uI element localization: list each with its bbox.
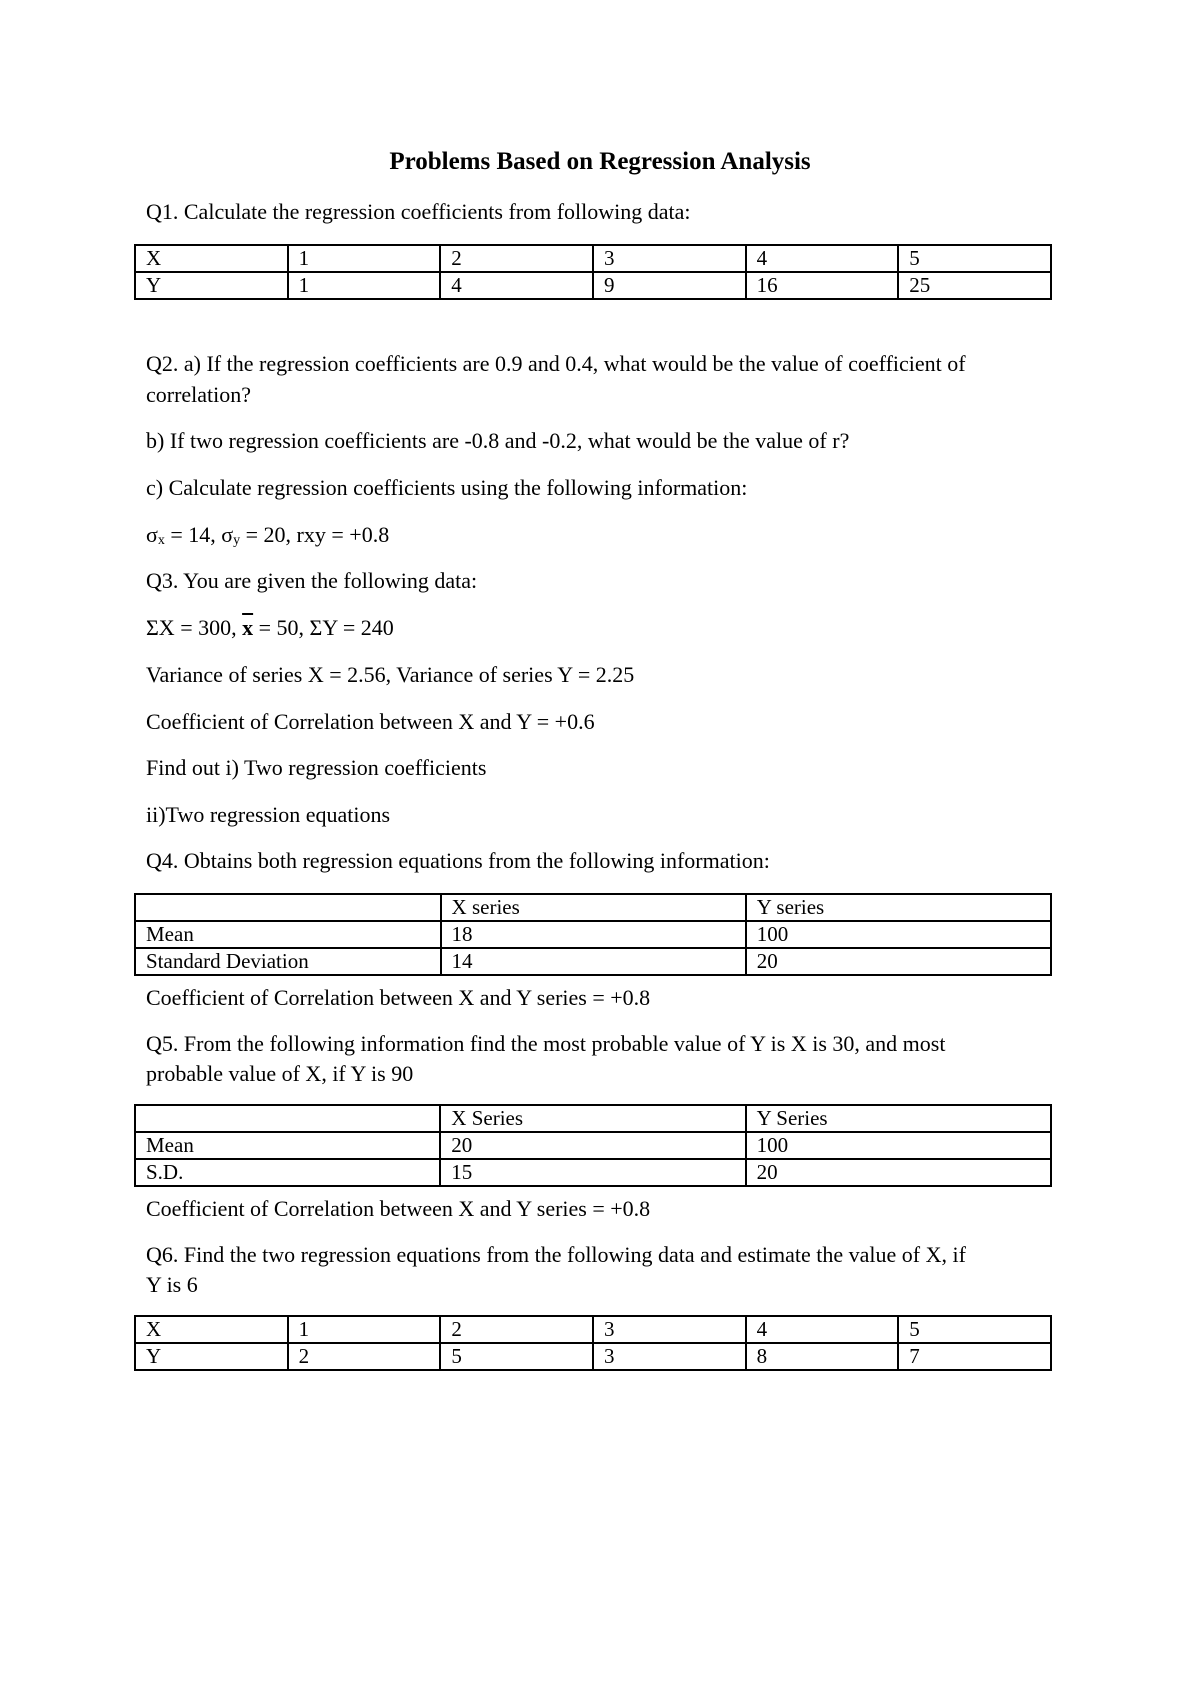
q3-sums — [146, 613, 1066, 643]
table-row — [135, 1343, 1051, 1370]
table-cell: 9 — [593, 272, 746, 299]
table-cell: 2 — [440, 1316, 593, 1343]
table-cell: 3 — [593, 1343, 746, 1370]
q2-sigma-line — [146, 520, 1066, 556]
table-cell: 1 — [288, 272, 441, 299]
table-cell: Y — [135, 272, 288, 299]
q3-find2: ii)Two regression equations — [146, 802, 391, 827]
table-cell: 20 — [746, 1159, 1051, 1186]
sigma-x-symbol: σ — [146, 522, 158, 547]
q5-table — [134, 1104, 1052, 1187]
table-row — [135, 1316, 1051, 1343]
table-cell: Mean — [135, 921, 441, 948]
table-cell: 100 — [746, 1132, 1051, 1159]
table-row — [135, 948, 1051, 975]
table-cell: 20 — [440, 1132, 745, 1159]
sigma-x-subscript: x — [157, 533, 165, 548]
q1-table — [134, 244, 1052, 300]
table-cell: 4 — [746, 245, 899, 272]
table-row — [135, 894, 1051, 921]
table-cell: Y series — [746, 894, 1051, 921]
table-cell: S.D. — [135, 1159, 440, 1186]
q2-a-line2: correlation? — [146, 382, 252, 407]
table-cell: 4 — [440, 272, 593, 299]
q5-correlation: Coefficient of Correlation between X and Y series = +0.8 — [146, 1196, 651, 1221]
q3-intro: Q3. You are given the following data: — [146, 568, 478, 593]
table-cell: Mean — [135, 1132, 440, 1159]
q3-sum-a: ΣX = 300, — [146, 615, 243, 640]
table-cell: 5 — [898, 1316, 1051, 1343]
sigma-y-subscript: y — [233, 533, 241, 548]
table-cell: 8 — [746, 1343, 899, 1370]
table-cell: Y — [135, 1343, 288, 1370]
table-cell: Y Series — [746, 1105, 1051, 1132]
q2-c: c) Calculate regression coefficients using the following information: — [146, 475, 748, 500]
q2-a-line1: Q2. a) If the regression coefficients are 0.9 and 0.4, what would be the value of coefficient of — [146, 351, 966, 376]
q4-text: Q4. Obtains both regression equations from the following information: — [146, 848, 770, 873]
q3-variance: Variance of series X = 2.56, Variance of series Y = 2.25 — [146, 662, 635, 687]
table-cell: 14 — [441, 948, 746, 975]
q5-line2: probable value of X, if Y is 90 — [146, 1061, 414, 1086]
table-cell: X Series — [440, 1105, 745, 1132]
table-row — [135, 1159, 1051, 1186]
table-row — [135, 245, 1051, 272]
table-cell: 4 — [746, 1316, 899, 1343]
q6-line2: Y is 6 — [146, 1272, 198, 1297]
table-cell: 3 — [593, 245, 746, 272]
q6-line1: Q6. Find the two regression equations from the following data and estimate the value of X, if — [146, 1242, 966, 1267]
table-cell: 18 — [441, 921, 746, 948]
q1-text: Q1. Calculate the regression coefficients from following data: — [146, 199, 691, 224]
table-cell: 2 — [288, 1343, 441, 1370]
table-cell: X — [135, 245, 288, 272]
sigma-y-symbol: σ — [221, 522, 234, 547]
sigma-y-value: = 20, rxy = +0.8 — [240, 522, 390, 547]
x-bar-symbol: $\overline{x}$ — [242, 615, 254, 640]
table-cell: 1 — [288, 1316, 441, 1343]
table-cell: 20 — [746, 948, 1051, 975]
table-cell: 25 — [898, 272, 1051, 299]
q2-b: b) If two regression coefficients are -0.8 and -0.2, what would be the value of r? — [146, 428, 850, 453]
table-cell: 7 — [898, 1343, 1051, 1370]
q5-line1: Q5. From the following information find the most probable value of Y is X is 30, and most — [146, 1031, 946, 1056]
table-cell — [135, 1105, 440, 1132]
table-row — [135, 272, 1051, 299]
table-cell: Standard Deviation — [135, 948, 441, 975]
table-cell — [135, 894, 441, 921]
table-cell: 5 — [898, 245, 1051, 272]
table-cell: 16 — [746, 272, 899, 299]
table-cell: 3 — [593, 1316, 746, 1343]
table-row — [135, 1105, 1051, 1132]
q3-sum-b: = 50, ΣY = 240 — [253, 615, 394, 640]
q4-correlation: Coefficient of Correlation between X and Y series = +0.8 — [146, 985, 651, 1010]
page-title: Problems Based on Regression Analysis — [389, 148, 811, 175]
table-cell: X series — [441, 894, 746, 921]
table-cell: 1 — [288, 245, 441, 272]
q3-find1: Find out i) Two regression coefficients — [146, 755, 487, 780]
table-cell: 15 — [440, 1159, 745, 1186]
table-cell: 100 — [746, 921, 1051, 948]
table-row — [135, 921, 1051, 948]
sigma-x-value: = 14, — [164, 522, 222, 547]
table-row — [135, 1132, 1051, 1159]
table-cell: X — [135, 1316, 288, 1343]
q3-correlation: Coefficient of Correlation between X and Y = +0.6 — [146, 709, 595, 734]
q6-table — [134, 1315, 1052, 1371]
table-cell: 5 — [440, 1343, 593, 1370]
table-cell: 2 — [440, 245, 593, 272]
q4-table — [134, 893, 1052, 976]
